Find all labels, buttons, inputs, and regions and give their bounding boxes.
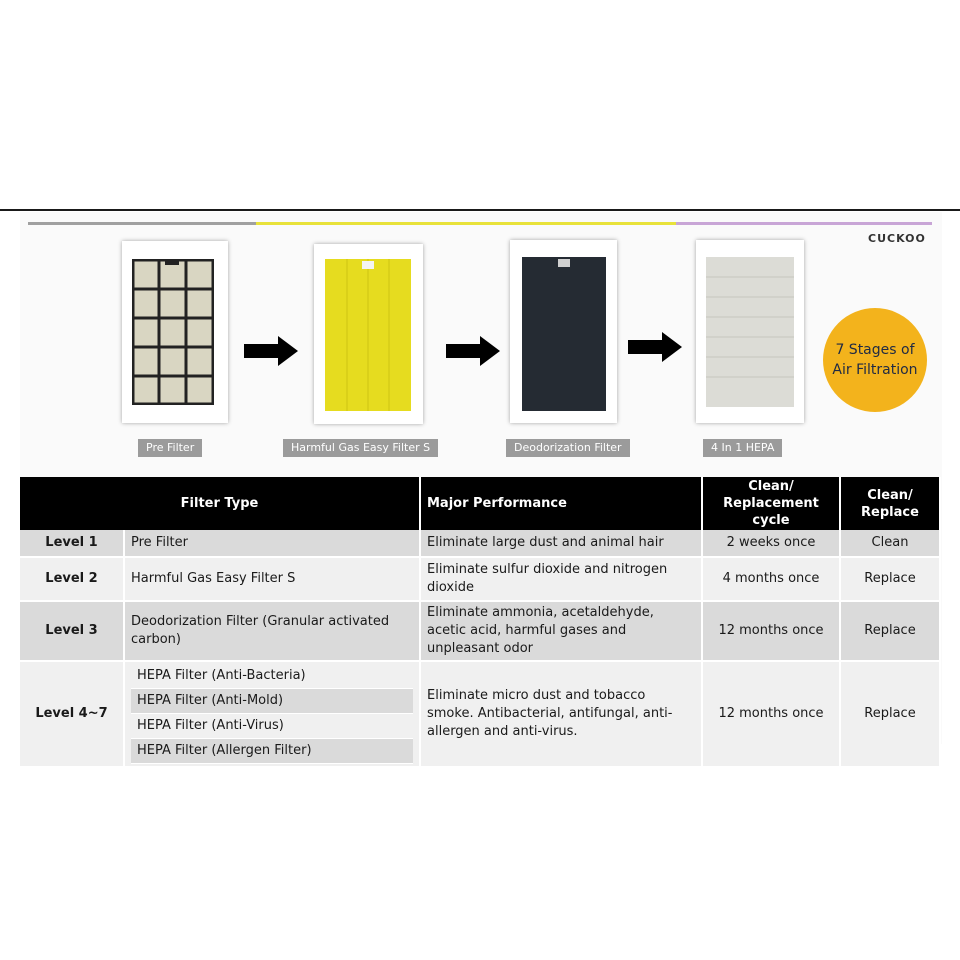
stages-badge — [823, 308, 927, 412]
table-row — [20, 661, 940, 767]
list-item: HEPA Filter (Allergen Filter) — [131, 739, 413, 764]
list-item: HEPA Filter (Anti-Bacteria) — [131, 664, 413, 689]
level-cell: Level 3 — [20, 601, 124, 661]
arrow-right-icon — [446, 336, 500, 366]
stage-1-caption: Pre Filter — [138, 439, 202, 457]
action-cell: Replace — [840, 661, 940, 767]
action-cell: Replace — [840, 601, 940, 661]
table-row — [20, 601, 940, 661]
yellow-gas-filter-icon — [325, 259, 411, 411]
filter-sublist — [124, 661, 420, 767]
performance-cell: Eliminate ammonia, acetaldehyde, acetic acid, harmful gases and unpleasant odor — [420, 601, 702, 661]
header-filter-type: Filter Type — [20, 477, 420, 530]
progress-bar-yellow — [256, 222, 676, 225]
action-cell: Replace — [840, 557, 940, 601]
stage-4-caption: 4 In 1 HEPA — [703, 439, 782, 457]
cycle-cell: 4 months once — [702, 557, 840, 601]
filter-spec-table — [20, 477, 941, 768]
stage-2-caption: Harmful Gas Easy Filter S — [283, 439, 438, 457]
action-cell: Clean — [840, 530, 940, 557]
table-row — [20, 530, 940, 557]
level-cell: Level 4~7 — [20, 661, 124, 767]
arrow-right-icon — [244, 336, 298, 366]
table-header-row — [20, 477, 940, 530]
top-divider-line — [0, 209, 960, 211]
badge-line-1: 7 Stages of — [835, 342, 915, 358]
cycle-cell: 12 months once — [702, 661, 840, 767]
performance-cell: Eliminate micro dust and tobacco smoke. Antibacterial, antifungal, anti-allergen and anti-virus. — [420, 661, 702, 767]
carbon-filter-icon — [522, 257, 606, 411]
progress-bar-purple — [676, 222, 932, 225]
filter-cell: Deodorization Filter (Granular activated carbon) — [124, 601, 420, 661]
performance-cell: Eliminate large dust and animal hair — [420, 530, 702, 557]
badge-line-2: Air Filtration — [832, 362, 918, 378]
cycle-cell: 2 weeks once — [702, 530, 840, 557]
arrow-right-icon — [628, 332, 682, 362]
pre-filter-grid-icon — [132, 259, 214, 405]
progress-bar-gray — [28, 222, 256, 225]
level-cell: Level 1 — [20, 530, 124, 557]
level-cell: Level 2 — [20, 557, 124, 601]
table-row — [20, 557, 940, 601]
list-item: HEPA Filter (Anti-Virus) — [131, 714, 413, 739]
hepa-filter-icon — [706, 257, 794, 407]
filter-cell: Pre Filter — [124, 530, 420, 557]
header-clean-replace: Clean/ Replace — [840, 477, 940, 530]
performance-cell: Eliminate sulfur dioxide and nitrogen dioxide — [420, 557, 702, 601]
brand-logo: CUCKOO — [868, 232, 926, 245]
header-major-performance: Major Performance — [420, 477, 702, 530]
cycle-cell: 12 months once — [702, 601, 840, 661]
filter-cell: Harmful Gas Easy Filter S — [124, 557, 420, 601]
list-item: HEPA Filter (Anti-Mold) — [131, 689, 413, 714]
header-replacement-cycle: Clean/ Replacement cycle — [702, 477, 840, 530]
stage-3-caption: Deodorization Filter — [506, 439, 630, 457]
